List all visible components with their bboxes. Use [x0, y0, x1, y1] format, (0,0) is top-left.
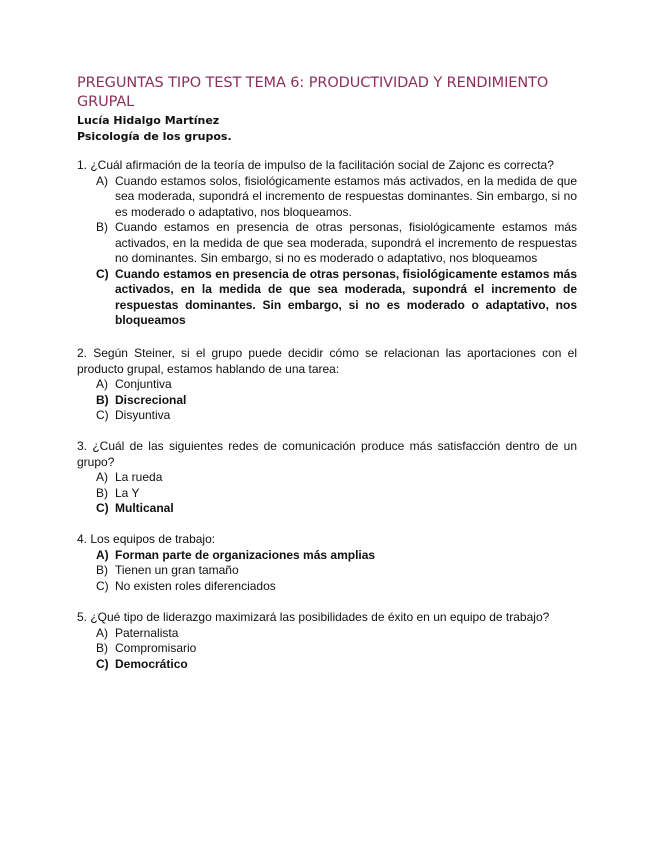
option-text: Disyuntiva: [115, 408, 171, 422]
option-text: Cuando estamos solos, fisiológicamente estamos más activados, en la medida de que sea moderada, supondrá el incremento de respuestas dominantes. Sin embargo, si no es moderado o adaptativo, nos bloqueamos.: [115, 173, 577, 219]
author-name: Lucía Hidalgo Martínez: [77, 114, 220, 127]
option-a-correct: [77, 548, 577, 564]
option-text: Discrecional: [115, 392, 187, 407]
option-letter: C): [96, 578, 109, 593]
page-title: PREGUNTAS TIPO TEST TEMA 6: PRODUCTIVIDAD Y RENDIMIENTO GRUPAL: [77, 75, 549, 110]
option-letter: B): [96, 485, 108, 500]
option-letter: C): [96, 408, 109, 422]
option-c-correct: [77, 267, 577, 329]
option-c-correct: [77, 501, 577, 517]
option-letter: B): [96, 641, 108, 655]
option-text: Tienen un gran tamaño: [115, 563, 239, 577]
option-a: [77, 377, 577, 393]
option-a: [77, 626, 577, 642]
option-text: Conjuntiva: [115, 377, 172, 391]
option-letter: A): [96, 547, 109, 562]
option-a: [77, 174, 577, 221]
option-c: [77, 579, 577, 595]
option-letter: B): [96, 563, 108, 577]
option-text: Forman parte de organizaciones más amplias: [115, 547, 376, 562]
option-list: [77, 377, 577, 424]
option-letter: C): [96, 266, 109, 281]
option-b: [77, 486, 577, 502]
question-1: [77, 158, 577, 329]
option-letter: B): [96, 220, 108, 234]
option-list: [77, 626, 577, 673]
option-letter: A): [96, 377, 108, 391]
question-5: [77, 610, 577, 672]
option-list: [77, 174, 577, 329]
option-text: La rueda: [115, 470, 163, 484]
option-letter: A): [96, 625, 108, 640]
option-list: [77, 470, 577, 517]
option-b: [77, 563, 577, 579]
option-text: No existen roles diferenciados: [115, 578, 276, 593]
option-text: Paternalista: [115, 625, 179, 640]
subject-name: Psicología de los grupos.: [77, 130, 232, 143]
question-text: 2. Según Steiner, si el grupo puede decidir cómo se relacionan las aportaciones con el producto grupal, estamos hablando de una tarea:: [77, 346, 577, 376]
option-letter: C): [96, 501, 109, 515]
option-letter: B): [96, 392, 109, 407]
question-2: [77, 346, 577, 424]
question-3: [77, 439, 577, 517]
option-letter: C): [96, 656, 109, 671]
option-b: [77, 641, 577, 657]
option-text: Multicanal: [115, 501, 174, 515]
option-c-correct: [77, 657, 577, 673]
option-a: [77, 470, 577, 486]
option-text: Compromisario: [115, 641, 197, 655]
option-c: [77, 408, 577, 424]
option-letter: A): [96, 173, 108, 188]
question-text: 4. Los equipos de trabajo:: [77, 532, 216, 546]
question-text: 5. ¿Qué tipo de liderazgo maximizará las posibilidades de éxito en un equipo de trabajo?: [77, 610, 550, 624]
option-text: La Y: [115, 485, 140, 500]
question-text: 1. ¿Cuál afirmación de la teoría de impulso de la facilitación social de Zajonc es correcta?: [77, 158, 554, 172]
question-4: [77, 532, 577, 594]
option-b-correct: [77, 393, 577, 409]
option-text: Democrático: [115, 656, 188, 671]
option-letter: A): [96, 470, 108, 484]
option-text: Cuando estamos en presencia de otras personas, fisiológicamente estamos más activados, en la medida de que sea moderada, supondrá el incremento de respuestas no dominantes. Sin embargo, si no es moderado o adaptativo, nos bloqueamos: [115, 220, 577, 265]
question-text: 3. ¿Cuál de las siguientes redes de comunicación produce más satisfacción dentro de un grupo?: [77, 439, 577, 469]
option-text: Cuando estamos en presencia de otras personas, fisiológicamente estamos más activados, en la medida de que sea moderada, supondrá el incremento de respuestas dominantes. Sin embargo, si no es moderado o adaptativo, nos bloqueamos: [115, 266, 577, 327]
option-b: [77, 220, 577, 267]
option-list: [77, 548, 577, 595]
